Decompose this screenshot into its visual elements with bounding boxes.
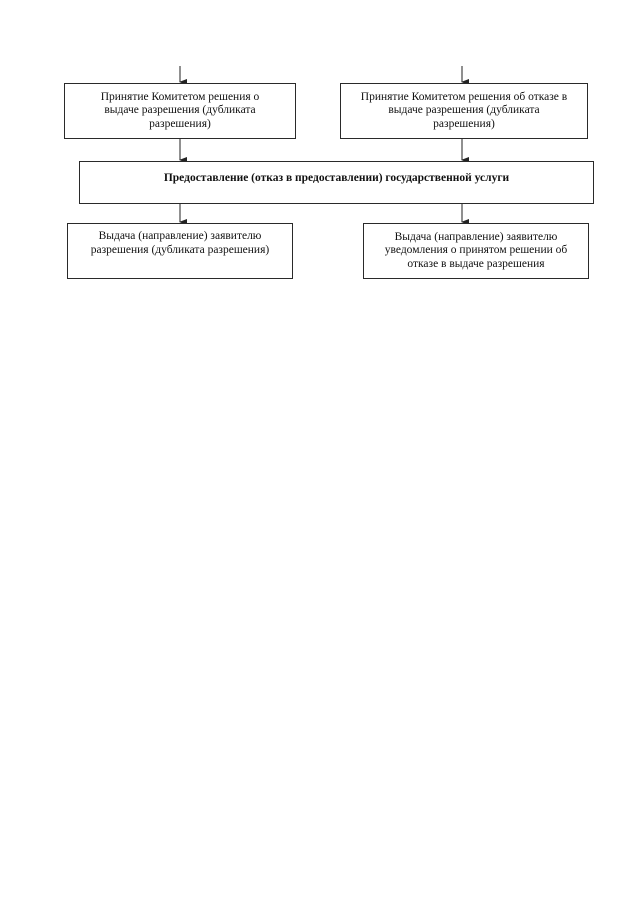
decision-issue-text: Принятие Комитетом решения о выдаче разрешения (дубликата разрешения) — [100, 90, 260, 130]
decision-refuse-text: Принятие Комитетом решения об отказе в выдаче разрешения (дубликата разрешения) — [360, 90, 568, 130]
issue-permit-box — [67, 223, 293, 279]
issue-permit-text: Выдача (направление) заявителю разрешения (дубликата разрешения) — [90, 230, 270, 256]
service-text: Предоставление (отказ в предоставлении) государственной услуги — [163, 172, 510, 184]
service-box — [79, 161, 594, 204]
decision-issue-box — [64, 83, 296, 139]
issue-refusal-text: Выдача (направление) заявителю уведомления о принятом решении об отказе в выдаче разрешения — [384, 230, 568, 270]
issue-refusal-box — [363, 223, 589, 279]
decision-refuse-box — [340, 83, 588, 139]
